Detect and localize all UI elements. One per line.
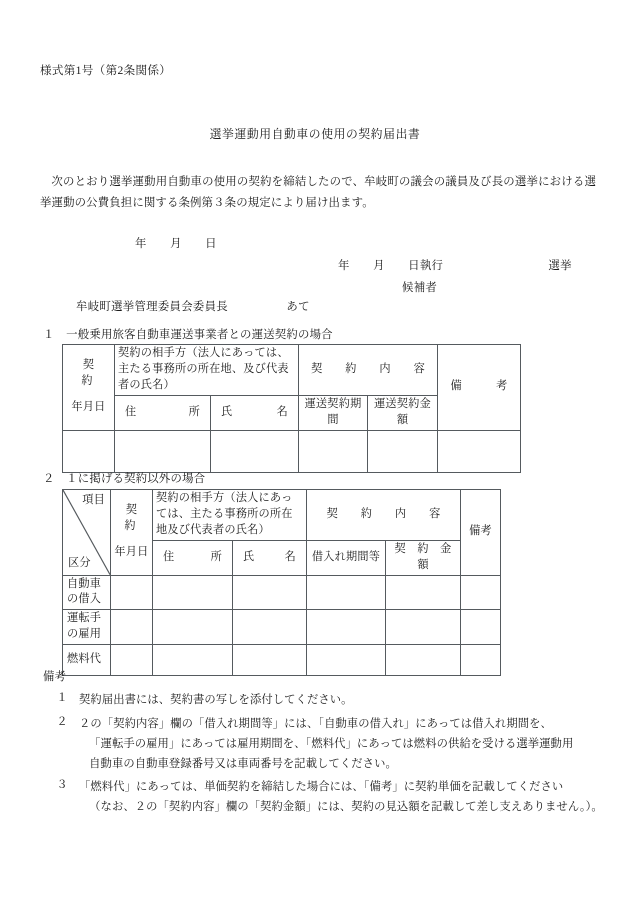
header-counterparty: 契約の相手方（法人にあっては、主たる事務所の所在地及び代表者の氏名） bbox=[153, 490, 307, 541]
header-contract-content: 契 約 内 容 bbox=[307, 490, 461, 541]
header-transport-amount: 運送契約金額 bbox=[368, 395, 438, 430]
list-item bbox=[43, 714, 623, 774]
table-row bbox=[63, 345, 521, 396]
cell-remarks-input[interactable] bbox=[461, 575, 501, 610]
cell-amount-input[interactable] bbox=[386, 575, 461, 610]
cell-amount-input[interactable] bbox=[386, 610, 461, 645]
cell-name-input[interactable] bbox=[233, 610, 307, 645]
cell-period-input[interactable] bbox=[299, 430, 368, 472]
filing-date-line: 年 月 日 bbox=[135, 238, 217, 250]
cell-remarks-input[interactable] bbox=[438, 430, 521, 472]
header-transport-period: 運送契約期間 bbox=[299, 395, 368, 430]
addressee-line: 牟岐町選挙管理委員会委員長 あて bbox=[76, 301, 310, 313]
notes-title: 備考 bbox=[43, 671, 67, 683]
header-item-axis: 項目 bbox=[82, 494, 105, 506]
section-1-table bbox=[62, 344, 521, 473]
cell-contract-date-input[interactable] bbox=[63, 430, 115, 472]
form-number-header: 様式第1号（第2条関係） bbox=[40, 64, 172, 77]
page-title: 選挙運動用自動車の使用の契約届出書 bbox=[209, 127, 421, 141]
table-row bbox=[63, 490, 501, 541]
cell-period-input[interactable] bbox=[307, 610, 386, 645]
table-row bbox=[63, 610, 501, 645]
row-label-vehicle-lease: 自動車 の借入 bbox=[63, 575, 111, 610]
list-item bbox=[43, 777, 623, 817]
header-address: 住 所 bbox=[115, 395, 211, 430]
note-text: 「燃料代」にあっては、単価契約を締結した場合には、「備考」に契約単価を記載してください （なお、２の「契約内容」欄の「契約金額」には、契約の見込額を記載して差し支えありません。）。 bbox=[79, 781, 603, 814]
header-counterparty: 契約の相手方（法人にあっては、主たる事務所の所在地、及び代表者の氏名） bbox=[115, 345, 299, 396]
header-name: 氏 名 bbox=[211, 395, 299, 430]
header-contract-content: 契 約 内 容 bbox=[299, 345, 438, 396]
note-number: １ bbox=[56, 692, 68, 704]
note-text: ２の「契約内容」欄の「借入れ期間等」には、「自動車の借入れ」にあっては借入れ期間を、 「運転手の雇用」にあっては雇用期間を、「燃料代」にあっては燃料の供給を受ける選挙運動用 自動車の自動車登録番号又は車両番号を記載してください。 bbox=[79, 717, 574, 770]
note-text: 契約届出書には、契約書の写しを添付してください。 bbox=[79, 694, 353, 706]
cell-remarks-input[interactable] bbox=[461, 610, 501, 645]
header-name: 氏 名 bbox=[233, 540, 307, 575]
list-item bbox=[43, 690, 623, 710]
header-contract-date: 契 約 年月日 bbox=[63, 345, 115, 431]
cell-address-input[interactable] bbox=[115, 430, 211, 472]
section-2-heading: ２ １に掲げる契約以外の場合 bbox=[43, 473, 206, 485]
header-axis-split bbox=[63, 490, 111, 576]
cell-name-input[interactable] bbox=[233, 575, 307, 610]
cell-address-input[interactable] bbox=[153, 610, 233, 645]
cell-period-input[interactable] bbox=[307, 575, 386, 610]
cell-address-input[interactable] bbox=[153, 575, 233, 610]
header-remarks: 備考 bbox=[461, 490, 501, 576]
cell-name-input[interactable] bbox=[211, 430, 299, 472]
cell-contract-date-input[interactable] bbox=[111, 575, 153, 610]
note-number: ３ bbox=[56, 779, 68, 792]
row-label-fuel-cost: 燃料代 bbox=[63, 645, 111, 676]
section-1-heading: １ 一般乗用旅客自動車運送事業者との運送契約の場合 bbox=[43, 329, 333, 341]
header-contract-amount: 契 約 金 額 bbox=[386, 540, 461, 575]
cell-amount-input[interactable] bbox=[368, 430, 438, 472]
row-label-driver-employment: 運転手 の雇用 bbox=[63, 610, 111, 645]
cell-contract-date-input[interactable] bbox=[111, 610, 153, 645]
header-remarks: 備 考 bbox=[438, 345, 521, 431]
candidate-label: 候補者 bbox=[402, 282, 438, 294]
note-number: ２ bbox=[56, 715, 68, 728]
notes-section bbox=[43, 669, 623, 818]
table-row bbox=[63, 430, 521, 472]
header-address: 住 所 bbox=[153, 540, 233, 575]
header-category-axis: 区分 bbox=[68, 556, 91, 569]
table-row bbox=[63, 575, 501, 610]
header-lease-period: 借入れ期間等 bbox=[307, 540, 386, 575]
header-contract-date: 契 約 年月日 bbox=[111, 490, 153, 576]
lead-paragraph: 次のとおり選挙運動用自動車の使用の契約を締結したので、牟岐町の議会の議員及び長の選挙における選挙運動の公費負担に関する条例第３条の規定により届け出ます。 bbox=[40, 176, 596, 209]
election-execution-date-line: 年 月 日執行 選挙 bbox=[338, 260, 572, 272]
section-2-table bbox=[62, 489, 501, 676]
